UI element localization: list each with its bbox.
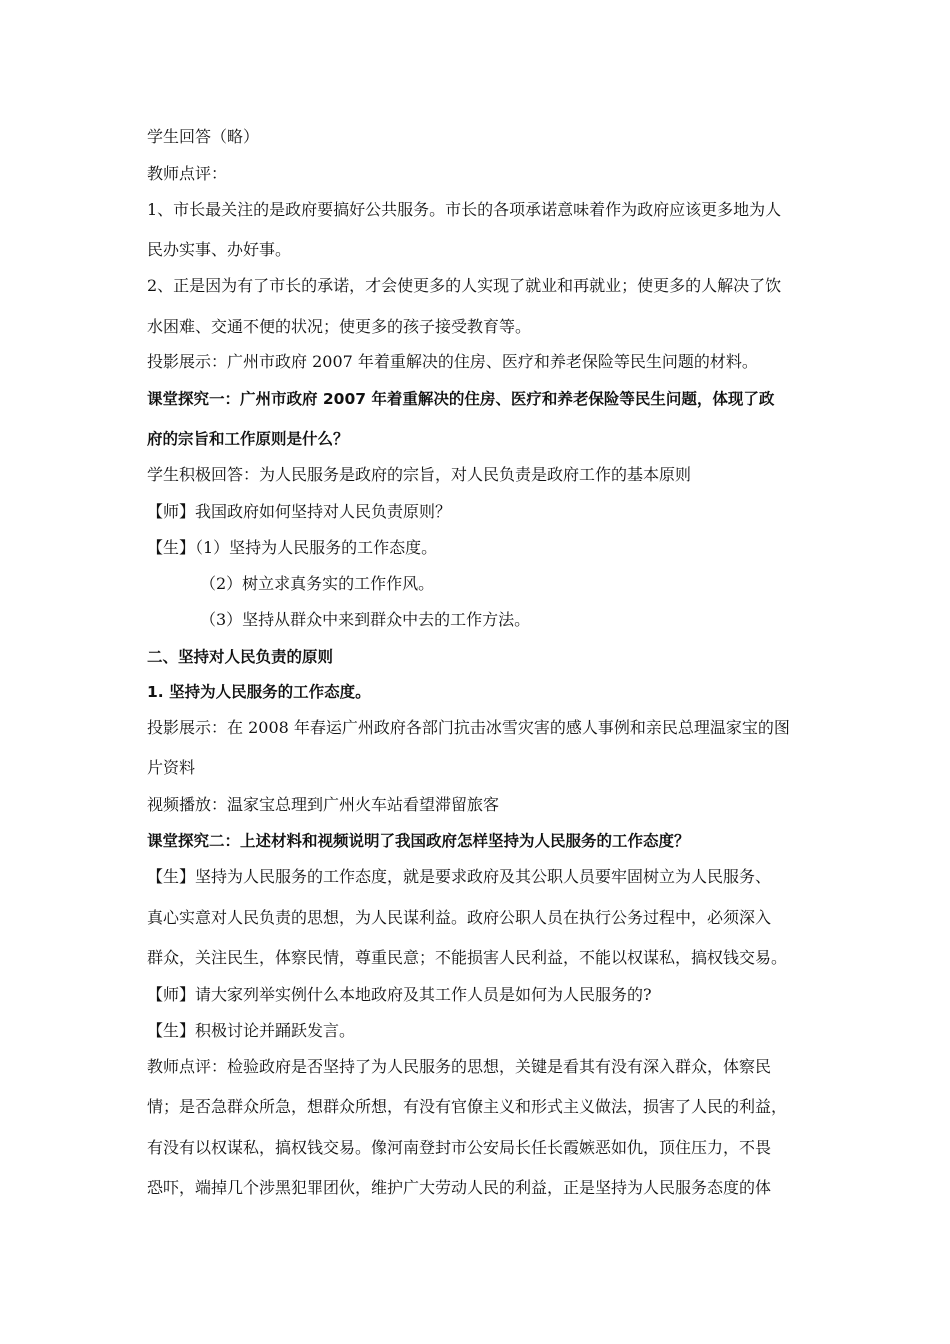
paragraph-line: 恐吓，端掉几个涉黑犯罪团伙，维护广大劳动人民的利益，正是坚持为人民服务态度的体 — [147, 1178, 772, 1197]
paragraph-line: 学生积极回答：为人民服务是政府的宗旨，对人民负责是政府工作的基本原则 — [147, 465, 692, 484]
inquiry-heading: 课堂探究一：广州市政府 2007 年着重解决的住房、医疗和养老保险等民生问题，体现了政 — [147, 390, 775, 408]
paragraph-line: 投影展示：广州市政府 2007 年着重解决的住房、医疗和养老保险等民生问题的材料。 — [147, 352, 758, 371]
paragraph-line: 教师点评： — [147, 164, 228, 183]
paragraph-line: 2、正是因为有了市长的承诺，才会使更多的人实现了就业和再就业；使更多的人解决了饮 — [147, 276, 782, 295]
paragraph-line: 有没有以权谋私，搞权钱交易。像河南登封市公安局长任长霞嫉恶如仇，顶住压力，不畏 — [147, 1138, 772, 1157]
inquiry-heading: 府的宗旨和工作原则是什么？ — [147, 430, 349, 448]
inquiry-heading: 课堂探究二：上述材料和视频说明了我国政府怎样坚持为人民服务的工作态度？ — [147, 832, 690, 850]
paragraph-line: 投影展示：在 2008 年春运广州政府各部门抗击冰雪灾害的感人事例和亲民总理温家宝的图 — [147, 718, 790, 737]
paragraph-line: （2）树立求真务实的工作作风。 — [200, 574, 435, 593]
paragraph-line: 情；是否急群众所急，想群众所想，有没有官僚主义和形式主义做法，损害了人民的利益， — [147, 1097, 788, 1116]
paragraph-line: 视频播放：温家宝总理到广州火车站看望滞留旅客 — [147, 795, 500, 814]
paragraph-line: 水困难、交通不便的状况；使更多的孩子接受教育等。 — [147, 317, 532, 336]
paragraph-line: 教师点评：检验政府是否坚持了为人民服务的思想，关键是看其有没有深入群众，体察民 — [147, 1057, 772, 1076]
paragraph-line: 真心实意对人民负责的思想，为人民谋利益。政府公职人员在执行公务过程中，必须深入 — [147, 908, 772, 927]
paragraph-line: （3）坚持从群众中来到群众中去的工作方法。 — [200, 610, 531, 629]
paragraph-line: 【生】积极讨论并踊跃发言。 — [147, 1021, 356, 1040]
section-heading: 二、坚持对人民负责的原则 — [147, 648, 334, 666]
paragraph-line: 【师】我国政府如何坚持对人民负责原则？ — [147, 502, 452, 521]
paragraph-line: 【师】请大家列举实例什么本地政府及其工作人员是如何为人民服务的? — [147, 985, 652, 1004]
subsection-heading: 1. 坚持为人民服务的工作态度。 — [147, 683, 371, 701]
paragraph-line: 1、市长最关注的是政府要搞好公共服务。市长的各项承诺意味着作为政府应该更多地为人 — [147, 200, 782, 219]
paragraph-line: 【生】坚持为人民服务的工作态度，就是要求政府及其公职人员要牢固树立为人民服务、 — [147, 867, 772, 886]
paragraph-line: 片资料 — [147, 758, 196, 777]
paragraph-line: 学生回答（略） — [147, 127, 260, 146]
paragraph-line: 群众，关注民生，体察民情，尊重民意；不能损害人民利益，不能以权谋私，搞权钱交易。 — [147, 948, 788, 967]
paragraph-line: 民办实事、办好事。 — [147, 240, 292, 259]
paragraph-line: 【生】（1）坚持为人民服务的工作态度。 — [147, 538, 438, 557]
